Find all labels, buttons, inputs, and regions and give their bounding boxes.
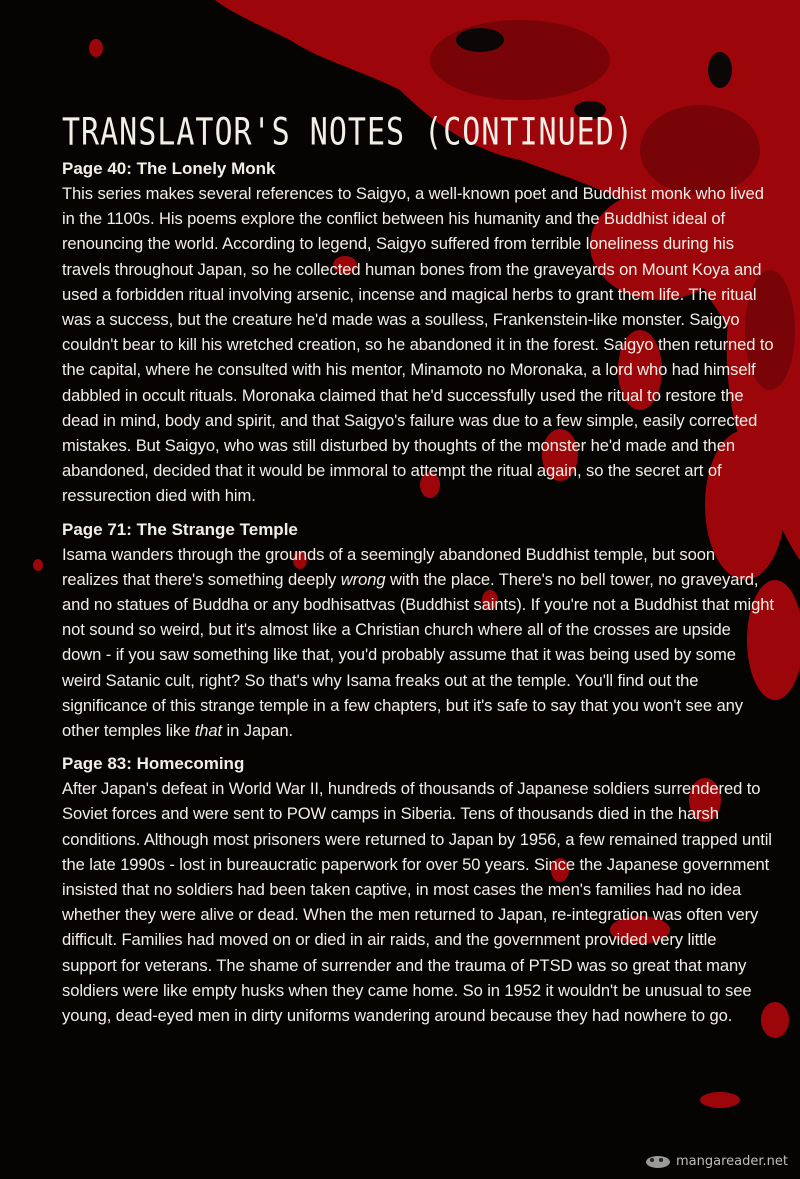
notes-content (62, 112, 774, 1036)
site-watermark (644, 1153, 788, 1169)
section-body: This series makes several references to Saigyo, a well-known poet and Buddhist monk who lived in the 1100s. His poems explore the conflict between his humanity and the Buddhist ideal of renouncing the world. According to legend, Saigyo suffered from terrible loneliness during his travels throughout Japan, so he collected human bones from the graveyards on Mount Koya and used a forbidden ritual involving arsenic, incense and magical herbs to grant them life. The ritual was a success, but the creature he'd made was a soulless, Frankenstein-like monster. Saigyo couldn't bear to kill his wretched creation, so he abandoned it in the forest. Saigyo then returned to the capital, where he consulted with his mentor, Minamoto no Moronaka, a lord who had himself dabbled in occult rituals. Moronaka claimed that he'd successfully used the ritual to restore the dead in mind, body and spirit, and that Saigyo's failure was due to a few simple, easily corrected mistakes. But Saigyo, who was still disturbed by thoughts of the monster he'd made and then abandoned, decided that it would be immoral to attempt the ritual again, so the secret art of ressurection died with him. (62, 184, 774, 506)
section-body (62, 542, 774, 744)
emphasis-text: wrong (340, 569, 386, 589)
mascot-icon (644, 1153, 672, 1169)
body-text: with the place. There's no bell tower, no graveyard, and no statues of Buddha or any bodhisattvas (Buddhist saints). If you're not a Buddhist that might not sound so weird, but it's almost like a Christian church where all of the crosses are upside down - if you saw something like that, you'd probably assume that it was being used by some weird Satanic cult, right? So that's why Isama freaks out at the temple. You'll find out the significance of this strange temple in a few chapters, but it's safe to say that you won't see any other temples like (62, 569, 774, 741)
body-text: Isama wanders through the grounds of a seemingly abandoned Buddhist temple, but soon realizes that there's something deeply (62, 544, 716, 589)
section-heading: Page 40: The Lonely Monk (62, 159, 276, 178)
note-section-lonely-monk (62, 156, 774, 509)
section-heading: Page 83: Homecoming (62, 754, 245, 774)
section-heading: Page 71: The Strange Temple (62, 519, 298, 539)
page-title: TRANSLATOR'S NOTES (CONTINUED) (62, 110, 634, 155)
body-text: in Japan. (222, 721, 294, 741)
section-body: After Japan's defeat in World War II, hundreds of thousands of Japanese soldiers surrendered to Soviet forces and were sent to POW camps in Siberia. Tens of thousands died in the harsh conditions. Although most prisoners were returned to Japan by 1956, a few remained trapped until the late 1990s - lost in bureaucratic paperwork for over 50 years. Since the Japanese government insisted that no soldiers had been taken captive, in most cases the men's families had no idea whether they were alive or dead. When the men returned to Japan, re-integration was often very difficult. Families had moved on or died in air raids, and the government provided very little support for veterans. The shame of surrender and the trauma of PTSD was so great that many soldiers were like empty husks when they came home. So in 1952 it wouldn't be unusual to see young, dead-eyed men in dirty uniforms wandering around because they had nowhere to go. (62, 779, 772, 1026)
watermark-text: mangareader.net (676, 1153, 788, 1169)
note-section-strange-temple (62, 517, 774, 744)
note-section-homecoming (62, 751, 774, 1028)
emphasis-text: that (194, 721, 223, 741)
